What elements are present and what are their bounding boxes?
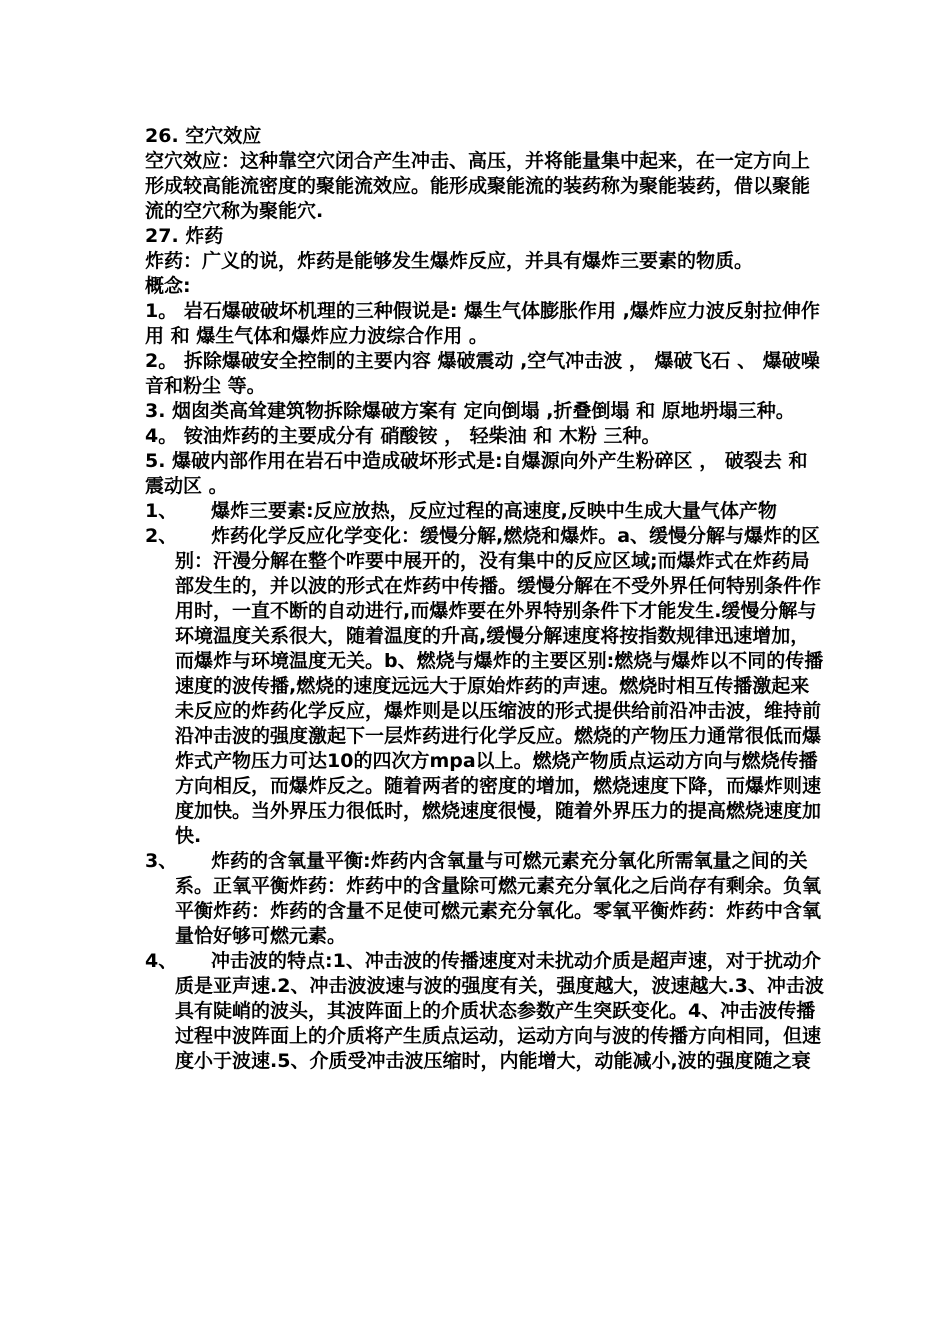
list-item-text: 炸药的含氧量平衡:炸药内含氧量与可燃元素充分氧化所需氧量之间的关系。正氧平衡炸药：炸药中的含量除可燃元素充分氧化之后尚存有剩余。负氧平衡炸药：炸药的含量不足使可燃元素充分氧化。零氧平衡炸药：炸药中含氧量恰好够可燃元素。	[175, 850, 822, 947]
concept-1: 1。 岩石爆破破坏机理的三种假说是: 爆生气体膨胀作用 ,爆炸应力波反射拉伸作用 和 爆生气体和爆炸应力波综合作用 。	[145, 300, 820, 347]
list-item-text: 爆炸三要素:反应放热，反应过程的高速度,反映中生成大量气体产物	[211, 500, 777, 522]
paragraph-27: 炸药：广义的说，炸药是能够发生爆炸反应，并具有爆炸三要素的物质。	[145, 250, 754, 272]
paragraph-26: 空穴效应：这种靠空穴闭合产生冲击、高压，并将能量集中起来，在一定方向上形成较高能流密度的聚能流效应。能形成聚能流的装药称为聚能装药，借以聚能流的空穴称为聚能穴.	[145, 150, 811, 222]
list-item	[145, 849, 825, 949]
heading-27: 27. 炸药	[145, 225, 224, 247]
heading-26: 26. 空穴效应	[145, 125, 262, 147]
concept-5: 5. 爆破内部作用在岩石中造成破坏形式是:自爆源向外产生粉碎区 ， 破裂去 和 震动区 。	[145, 450, 808, 497]
list-item-number: 2、	[145, 525, 178, 547]
list-item	[145, 949, 825, 1074]
list-item-number: 3、	[145, 850, 178, 872]
concept-2: 2。 拆除爆破安全控制的主要内容 爆破震动 ,空气冲击波 ， 爆破飞石 、 爆破噪音和粉尘 等。	[145, 350, 820, 397]
list-item	[145, 524, 825, 849]
heading-concepts: 概念:	[145, 275, 191, 297]
list-item	[145, 499, 825, 524]
document-page	[145, 124, 825, 1074]
list-item-number: 4、	[145, 950, 178, 972]
list-item-text: 冲击波的特点:1、冲击波的传播速度对未扰动介质是超声速，对于扰动介质是亚声速.2、冲击波波速与波的强度有关，强度越大，波速越大.3、冲击波具有陡峭的波头，其波阵面上的介质状态参数产生突跃变化。4、冲击波传播过程中波阵面上的介质将产生质点运动，运动方向与波的传播方向相同，但速度小于波速.5、介质受冲击波压缩时，内能增大，动能减小,波的强度随之衰	[175, 950, 824, 1072]
list-item-text: 炸药化学反应化学变化：缓慢分解,燃烧和爆炸。a、缓慢分解与爆炸的区别：汗漫分解在整个咋要中展开的，没有集中的反应区域;而爆炸式在炸药局部发生的，并以波的形式在炸药中传播。缓慢分解在不受外界任何特别条件作用时，一直不断的自动进行,而爆炸要在外界特别条件下才能发生.缓慢分解与环境温度关系很大，随着温度的升高,缓慢分解速度将按指数规律迅速增加，而爆炸与环境温度无关。b、燃烧与爆炸的主要区别:燃烧与爆炸以不同的传播速度的波传播,燃烧的速度远远大于原始炸药的声速。燃烧时相互传播激起来未反应的炸药化学反应，爆炸则是以压缩波的形式提供给前沿冲击波，维持前沿冲击波的强度激起下一层炸药进行化学反应。燃烧的产物压力通常很低而爆炸式产物压力可达10的四次方mpa以上。燃烧产物质点运动方向与燃烧传播方向相反，而爆炸反之。随着两者的密度的增加，燃烧速度下降，而爆炸则速度加快。当外界压力很低时，燃烧速度很慢，随着外界压力的提高燃烧速度加快.	[175, 525, 824, 847]
concept-4: 4。 铵油炸药的主要成分有 硝酸铵 ， 轻柴油 和 木粉 三种。	[145, 425, 661, 447]
concept-3: 3. 烟囱类高耸建筑物拆除爆破方案有 定向倒塌 ,折叠倒塌 和 原地坍塌三种。	[145, 400, 795, 422]
list-item-number: 1、	[145, 500, 178, 522]
